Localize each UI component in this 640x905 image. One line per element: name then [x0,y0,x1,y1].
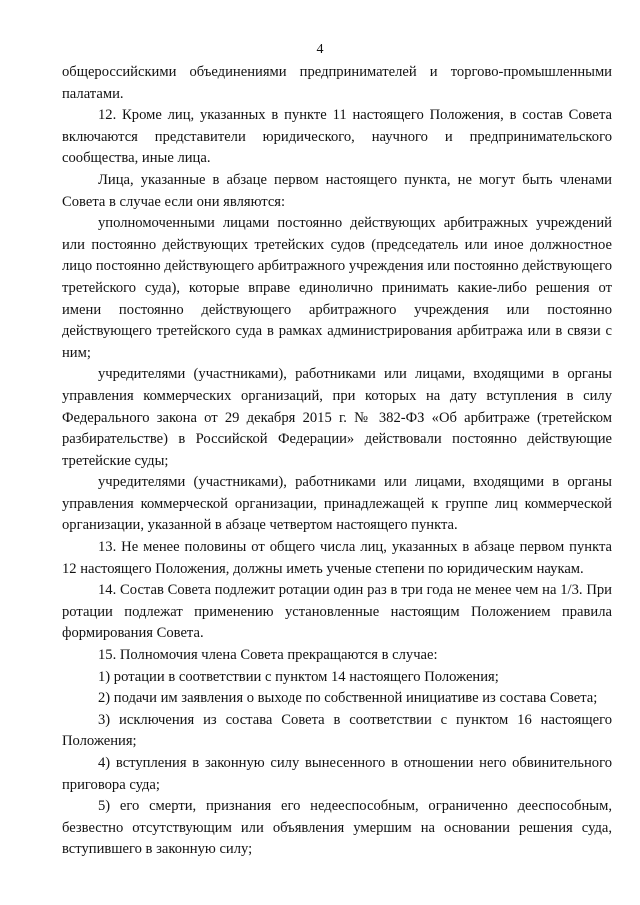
paragraph-restriction-authorized-persons: уполномоченными лицами постоянно действующих арбитражных учреждений или постоянно действующих третейских судов (председатель или иное должностное лицо постоянно действующего арбитражного учреждения или постоянно действующего третейского суда), которые вправе единолично принимать какие-либо решения от имени постоянно действующего арбитражного учреждения или постоянно действующего третейского суда в рамках администрирования арбитража или в связи с ним; [62,215,612,361]
paragraph-restrictions-intro: Лица, указанные в абзаце первом настоящего пункта, не могут быть членами Совета в случае если они являются: [62,171,612,210]
page-number: 4 [316,42,324,57]
paragraph-item-12: 12. Кроме лиц, указанных в пункте 11 настоящего Положения, в состав Совета включаются представители юридического, научного и предпринимательского сообщества, иные лица. [62,107,612,167]
paragraph-item-13: 13. Не менее половины от общего числа лиц, указанных в абзаце первом пункта 12 настоящего Положения, должны иметь ученые степени по юридическим наукам. [62,539,612,577]
list-item-4: 4) вступления в законную силу вынесенного в отношении него обвинительного приговора суда; [62,755,612,793]
document-body [62,62,612,861]
list-item-3: 3) исключения из состава Совета в соответствии с пунктом 16 настоящего Положения; [62,711,612,750]
list-item-5: 5) его смерти, признания его недееспособным, ограниченно дееспособным, безвестно отсутствующим или объявления умершим на основании решения суда, вступившего в законную силу; [62,798,612,858]
paragraph-restriction-founders-commercial: учредителями (участниками), работниками или лицами, входящими в органы управления коммерческих организаций, при которых на дату вступления в силу Федерального закона от 29 декабря 2015 г. № 382-ФЗ «Об арбитраже (третейском разбирательстве) в Российской Федерации» действовали постоянно действующие третейские суды; [62,366,612,469]
paragraph-item-14: 14. Состав Совета подлежит ротации один раз в три года не менее чем на 1/3. При ротации подлежат применению установленные настоящим Положением правила формирования Совета. [62,582,612,642]
paragraph-restriction-founders-group: учредителями (участниками), работниками или лицами, входящими в органы управления коммерческой организации, принадлежащей к группе лиц коммерческой организации, указанной в абзаце четвертом настоящего пункта. [62,474,612,534]
list-item-2: 2) подачи им заявления о выходе по собственной инициативе из состава Совета; [98,690,598,707]
list-item-1: 1) ротации в соответствии с пунктом 14 настоящего Положения; [98,668,499,685]
paragraph-item-15: 15. Полномочия члена Совета прекращаются в случае: [98,647,438,664]
paragraph-continuation: общероссийскими объединениями предпринимателей и торгово-промышленными палатами. [62,64,612,102]
